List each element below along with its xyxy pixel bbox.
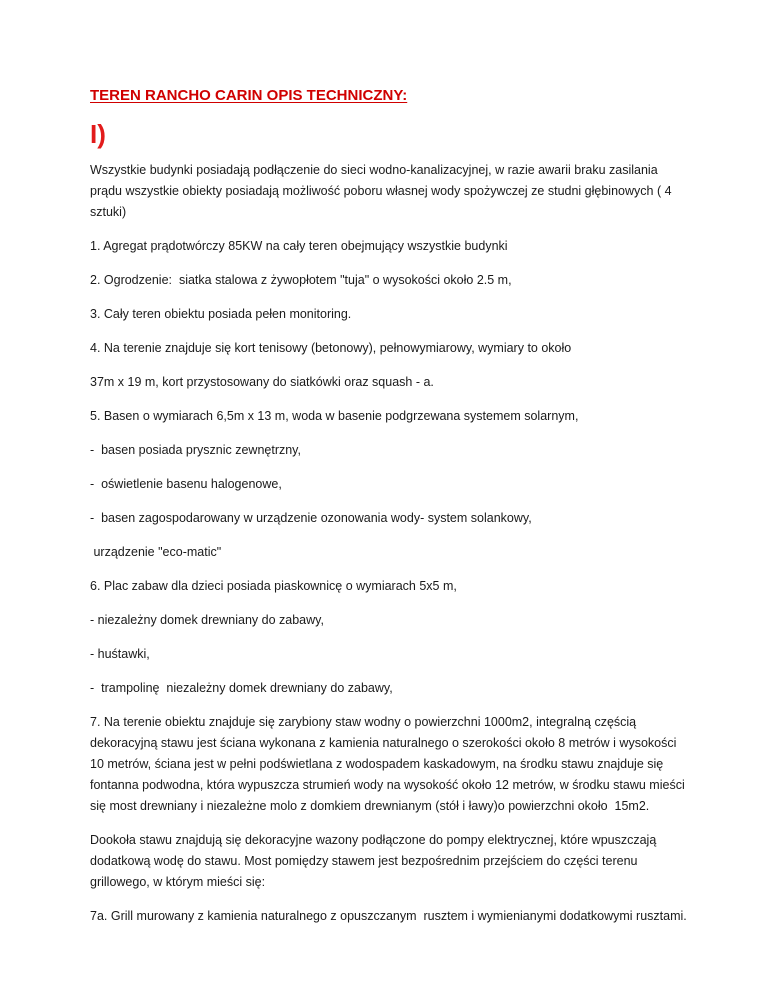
document-title: TEREN RANCHO CARIN OPIS TECHNICZNY: [90, 87, 408, 104]
paragraph-item-4-cont: 37m x 19 m, kort przystosowany do siatkówki oraz squash - a. [90, 375, 434, 389]
paragraph-item-6-trampoline: - trampolinę niezależny domek drewniany do zabawy, [90, 681, 393, 695]
paragraph-item-6: 6. Plac zabaw dla dzieci posiada piaskownicę o wymiarach 5x5 m, [90, 579, 457, 593]
paragraph-item-6-swings: - huśtawki, [90, 647, 150, 661]
paragraph-item-4: 4. Na terenie znajduje się kort tenisowy (betonowy), pełnowymiarowy, wymiary to około [90, 341, 572, 355]
paragraph-item-3: 3. Cały teren obiektu posiada pełen monitoring. [90, 307, 352, 321]
section-heading: I) [90, 119, 106, 149]
paragraph-item-5: 5. Basen o wymiarach 6,5m x 13 m, woda w basenie podgrzewana systemem solarnym, [90, 409, 579, 423]
paragraph-item-7-vases: Dookoła stawu znajdują się dekoracyjne wazony podłączone do pompy elektrycznej, które wpuszczają dodatkową wodę do stawu. Most pomiędzy stawem jest bezpośrednim przejściem do części terenu grillowego, w którym mieści się: [90, 833, 660, 889]
paragraph-item-6-house: - niezależny domek drewniany do zabawy, [90, 613, 324, 627]
paragraph-item-5-ecomatic: urządzenie "eco-matic" [90, 545, 222, 559]
paragraph-item-5-lighting: - oświetlenie basenu halogenowe, [90, 477, 282, 491]
paragraph-item-7a: 7a. Grill murowany z kamienia naturalnego z opuszczanym rusztem i wymienianymi dodatkowymi rusztami. [90, 909, 687, 923]
paragraph-intro: Wszystkie budynki posiadają podłączenie do sieci wodno-kanalizacyjnej, w razie awarii braku zasilania prądu wszystkie obiekty posiadają możliwość poboru własnej wody spożywczej ze studni głębinowych ( 4 sztuki) [90, 163, 676, 219]
paragraph-item-2: 2. Ogrodzenie: siatka stalowa z żywopłotem "tuja" o wysokości około 2.5 m, [90, 273, 512, 287]
document-page [90, 86, 690, 940]
paragraph-item-5-shower: - basen posiada prysznic zewnętrzny, [90, 443, 301, 457]
paragraph-item-7: 7. Na terenie obiektu znajduje się zarybiony staw wodny o powierzchni 1000m2, integralną częścią dekoracyjną stawu jest ściana wykonana z kamienia naturalnego o szerokości około 8 metrów i wysokości 10 metrów, ściana jest w pełni podświetlana z wodospadem kaskadowym, na środku stawu znajduje się fontanna podwodna, która wypuszcza strumień wody na wysokość około 12 metrów, w środku stawu mieści się most drewniany i niezależne molo z domkiem drewnianym (stół i ławy)o powierzchni około 15m2. [90, 715, 689, 813]
paragraph-item-1: 1. Agregat prądotwórczy 85KW na cały teren obejmujący wszystkie budynki [90, 239, 508, 253]
paragraph-item-5-ozone: - basen zagospodarowany w urządzenie ozonowania wody- system solankowy, [90, 511, 532, 525]
